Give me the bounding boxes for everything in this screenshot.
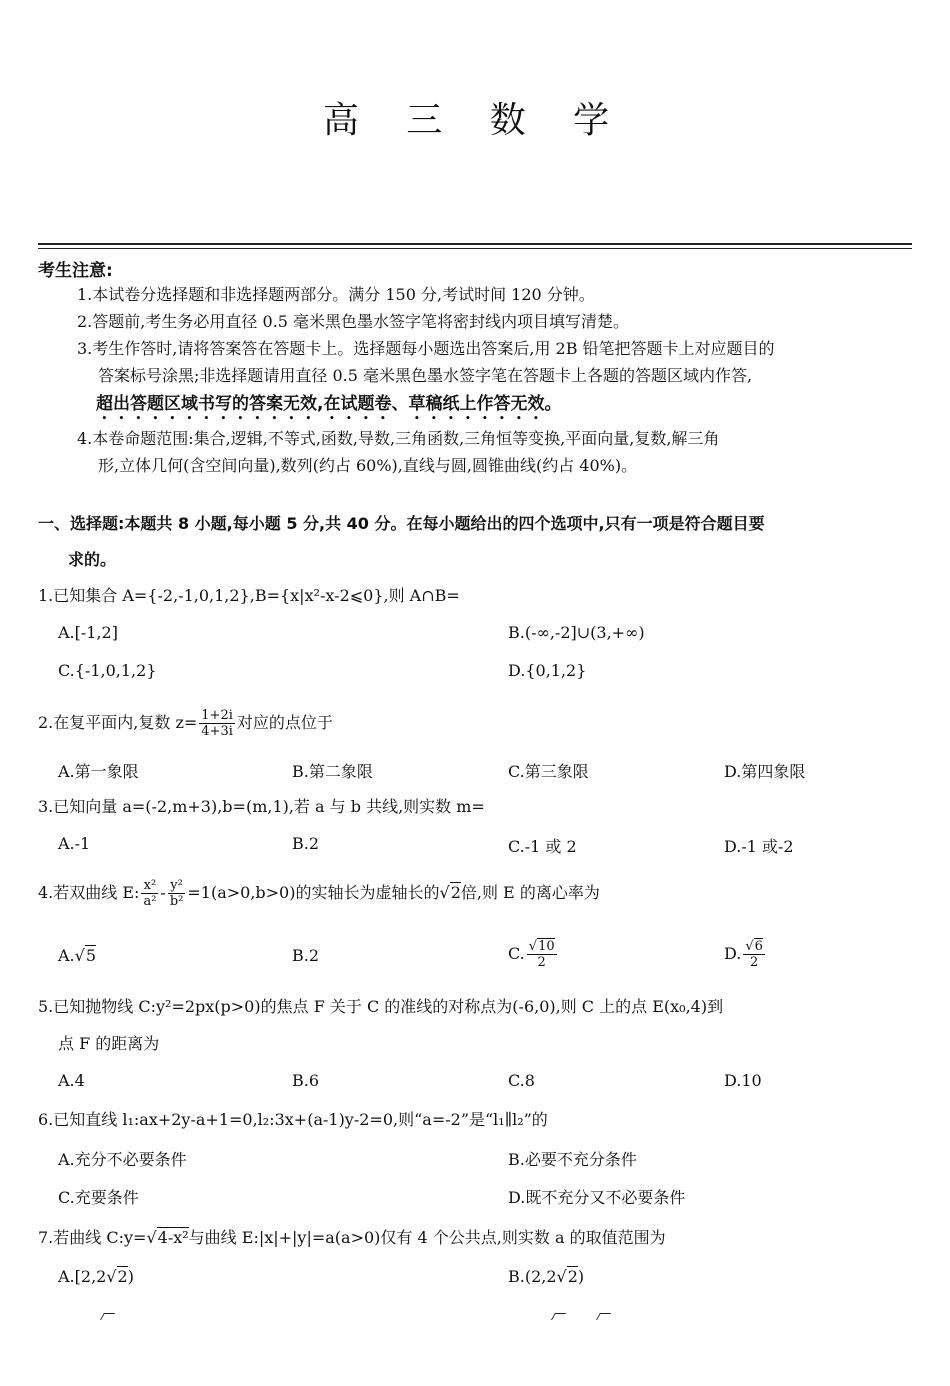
fraction-denominator: a²	[143, 894, 157, 909]
radical	[439, 882, 460, 902]
radical	[75, 945, 96, 965]
question-5-option-a: A.4	[58, 1071, 85, 1090]
question-4-stem-pre: 4.若双曲线 E:	[38, 883, 140, 902]
question-5-option-b: B.6	[292, 1071, 320, 1090]
question-6-option-b: B.必要不充分条件	[508, 1150, 637, 1169]
question-7-stem-pre: 7.若曲线 C:y=	[38, 1228, 147, 1247]
question-2-option-b: B.第二象限	[292, 762, 373, 781]
cutoff-radical-mark	[551, 1313, 566, 1320]
question-6-stem: 6.已知直线 l₁:ax+2y-a+1=0,l₂:3x+(a-1)y-2=0,则“a=-2”是“l₁∥l₂”的	[38, 1110, 548, 1129]
question-6-option-d: D.既不充分又不必要条件	[508, 1188, 686, 1207]
question-4-option-b: B.2	[292, 946, 320, 965]
question-5-stem-cont: 点 F 的距离为	[58, 1034, 160, 1053]
option-text: )	[127, 1267, 134, 1286]
question-3-option-c: C.-1 或 2	[508, 837, 577, 856]
complex-fraction	[199, 708, 235, 739]
option-fraction	[743, 939, 765, 970]
notice-item-3-emphasis: 超出答题区域书写的答案无效,在试题卷、草稿纸上作答无效。	[96, 394, 562, 414]
question-4-stem-mid: =1(a>0,b>0)的实轴长为虚轴长的	[187, 883, 440, 902]
question-1-option-d: D.{0,1,2}	[508, 661, 587, 680]
question-7-stem	[38, 1227, 666, 1249]
fraction-numerator: 1+2i	[201, 708, 233, 723]
fraction-denominator: 2	[749, 955, 759, 970]
question-5-option-c: C.8	[508, 1071, 535, 1090]
fraction-numerator	[743, 939, 765, 955]
option-label: A.	[58, 946, 75, 965]
radical	[529, 938, 555, 954]
radical	[745, 938, 763, 954]
question-7-option-b	[508, 1267, 584, 1286]
question-4-option-d	[724, 936, 767, 972]
question-6-option-c: C.充要条件	[58, 1188, 139, 1207]
header-divider-thin	[38, 248, 912, 249]
option-label: C.	[508, 944, 525, 963]
question-2-option-a: A.第一象限	[58, 762, 139, 781]
radicand: 6	[754, 939, 763, 954]
notice-heading: 考生注意:	[38, 261, 113, 281]
page-title: 高 三 数 学	[322, 100, 628, 141]
cutoff-radical-mark	[596, 1313, 611, 1320]
notice-item-2: 2.答题前,考生务必用直径 0.5 毫米黑色墨水签字笔将密封线内项目填写清楚。	[77, 312, 629, 331]
option-text: )	[577, 1267, 585, 1286]
option-text: A.[2,2	[58, 1267, 107, 1286]
fraction-numerator: x²	[141, 878, 158, 894]
section-heading-cont: 求的。	[68, 550, 117, 569]
radicand: 5	[85, 946, 97, 965]
question-2-option-d: D.第四象限	[724, 762, 806, 781]
radicand: 2	[567, 1267, 578, 1286]
question-1-option-c: C.{-1,0,1,2}	[58, 661, 157, 680]
question-2-stem-pre: 2.在复平面内,复数 z=	[38, 713, 198, 732]
question-3-option-a: A.-1	[58, 834, 91, 853]
minus-sign: -	[160, 883, 166, 902]
radicand: 4-x²	[157, 1228, 189, 1247]
question-4-option-a	[58, 946, 96, 965]
option-text: B.(2,2	[508, 1267, 557, 1286]
question-4-option-c	[508, 936, 559, 972]
radicand: 2	[450, 883, 461, 902]
question-7-option-a	[58, 1267, 134, 1286]
question-5-stem: 5.已知抛物线 C:y²=2px(p>0)的焦点 F 关于 C 的准线的对称点为(-6,0),则 C 上的点 E(x₀,4)到	[38, 997, 724, 1016]
question-3-option-d: D.-1 或-2	[724, 837, 794, 856]
option-label: D.	[724, 944, 742, 963]
notice-item-3-cont: 答案标号涂黑;非选择题请用直径 0.5 毫米黑色墨水签字笔在答题卡上各题的答题区域内作答,	[98, 366, 753, 385]
hyperbola-x-term	[141, 878, 158, 909]
notice-item-4: 4.本卷命题范围:集合,逻辑,不等式,函数,导数,三角函数,三角恒等变换,平面向量,复数,解三角	[77, 429, 720, 448]
radical	[106, 1266, 127, 1286]
question-3-option-b: B.2	[292, 834, 320, 853]
notice-item-4-cont: 形,立体几何(含空间向量),数列(约占 60%),直线与圆,圆锥曲线(约占 40%)。	[98, 456, 638, 475]
radicand: 2	[117, 1267, 128, 1286]
question-7-stem-post: 与曲线 E:|x|+|y|=a(a>0)仅有 4 个公共点,则实数 a 的取值范围为	[188, 1228, 666, 1247]
question-4-stem-post: 倍,则 E 的离心率为	[460, 883, 600, 902]
question-2-option-c: C.第三象限	[508, 762, 589, 781]
cutoff-radical-mark	[100, 1313, 115, 1320]
header-divider	[38, 243, 912, 245]
radical	[146, 1227, 188, 1247]
question-6-option-a: A.充分不必要条件	[58, 1150, 187, 1169]
fraction-numerator	[527, 939, 557, 955]
hyperbola-y-term	[168, 878, 186, 909]
question-1-option-a: A.[-1,2]	[58, 623, 118, 642]
question-2-stem-post: 对应的点位于	[236, 713, 333, 732]
question-3-stem: 3.已知向量 a=(-2,m+3),b=(m,1),若 a 与 b 共线,则实数 m=	[38, 797, 485, 816]
fraction-denominator: 2	[537, 955, 546, 970]
question-5-option-d: D.10	[724, 1071, 762, 1090]
section-heading: 一、选择题:本题共 8 小题,每小题 5 分,共 40 分。在每小题给出的四个选项中,只有一项是符合题目要	[38, 514, 765, 533]
fraction-denominator: b²	[169, 894, 184, 909]
radicand: 10	[538, 939, 555, 954]
fraction-numerator: y²	[168, 878, 186, 894]
question-4-stem	[38, 875, 600, 911]
question-2-stem	[38, 706, 333, 740]
option-fraction	[527, 939, 557, 970]
notice-item-3: 3.考生作答时,请将答案答在答题卡上。选择题每小题选出答案后,用 2B 铅笔把答题卡上对应题目的	[77, 339, 775, 358]
question-1-stem: 1.已知集合 A={-2,-1,0,1,2},B={x|x²-x-2⩽0},则 A∩B=	[38, 586, 460, 605]
fraction-denominator: 4+3i	[201, 724, 233, 739]
question-1-option-b: B.(-∞,-2]∪(3,+∞)	[508, 623, 645, 642]
radical	[557, 1266, 578, 1286]
notice-item-1: 1.本试卷分选择题和非选择题两部分。满分 150 分,考试时间 120 分钟。	[77, 285, 595, 304]
